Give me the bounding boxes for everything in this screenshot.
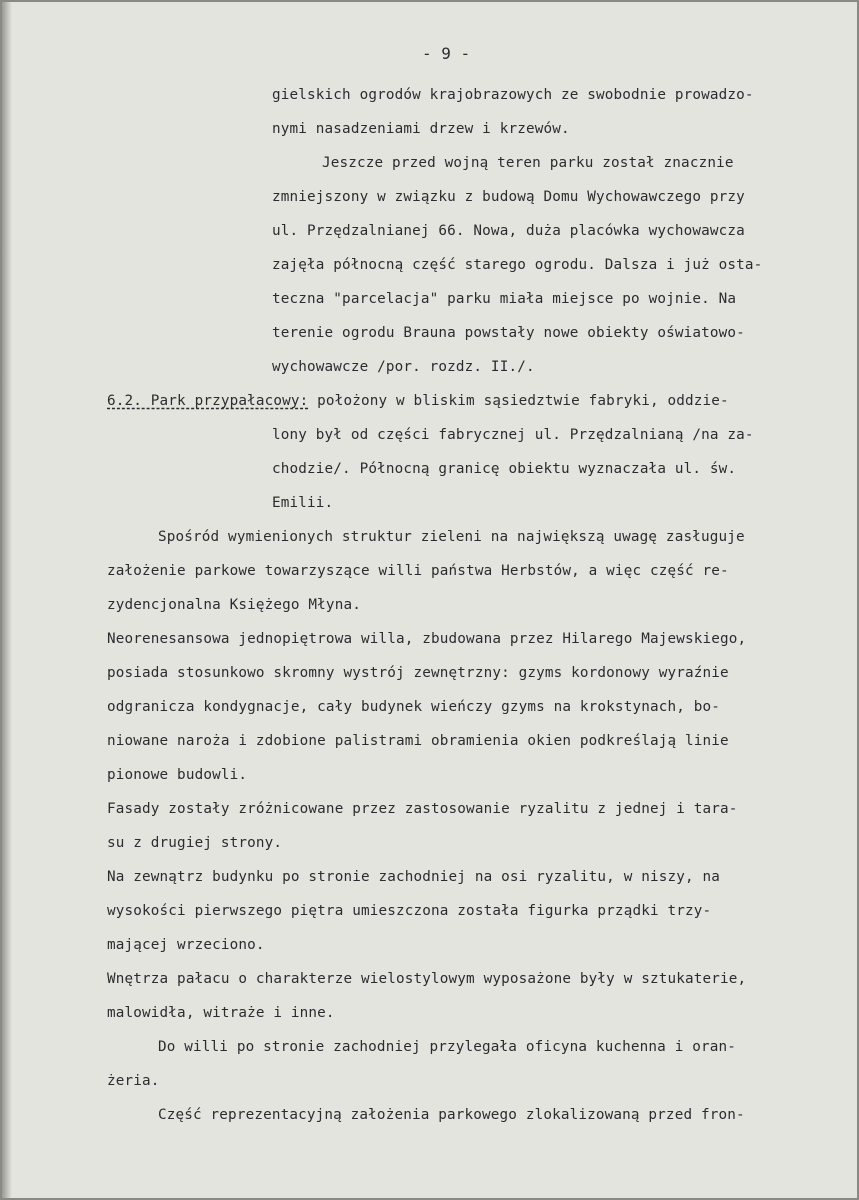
section-heading: 6.2. Park przypałacowy: [107, 393, 309, 409]
text-line: su z drugiej strony. [107, 835, 283, 851]
page-edge-shadow [2, 2, 12, 1198]
page-number: - 9 - [422, 44, 471, 63]
text-line: zmniejszony w związku z budową Domu Wychowawczego przy [272, 189, 745, 205]
text-line: pionowe budowli. [107, 767, 248, 783]
text-line: malowidła, witraże i inne. [107, 1005, 335, 1021]
text-line: zydencjonalna Księżego Młyna. [107, 597, 361, 613]
text-line: Na zewnątrz budynku po stronie zachodniej na osi ryzalitu, w niszy, na [107, 869, 721, 885]
text-line: ul. Przędzalnianej 66. Nowa, duża placówka wychowawcza [272, 223, 745, 239]
text-line: Emilii. [272, 495, 334, 511]
text-line: lony był od części fabrycznej ul. Przędzalnianą /na za- [272, 427, 754, 443]
text-line: mającej wrzeciono. [107, 937, 265, 953]
text-line: Wnętrza pałacu o charakterze wielostylowym wyposażone były w sztukaterie, [107, 971, 747, 987]
text-line: terenie ogrodu Brauna powstały nowe obiekty oświatowo- [272, 325, 745, 341]
text-line: założenie parkowe towarzyszące willi państwa Herbstów, a więc część re- [107, 563, 729, 579]
text-line: nymi nasadzeniami drzew i krzewów. [272, 121, 570, 137]
text-line: posiada stosunkowo skromny wystrój zewnętrzny: gzyms kordonowy wyraźnie [107, 665, 729, 681]
text-line: odgranicza kondygnacje, cały budynek wieńczy gzyms na krokstynach, bo- [107, 699, 721, 715]
text-line: teczna "parcelacja" parku miała miejsce po wojnie. Na [272, 291, 737, 307]
text-line: wychowawcze /por. rozdz. II./. [272, 359, 535, 375]
text-line: niowane naroża i zdobione palistrami obramienia okien podkreślają linie [107, 733, 729, 749]
text-line: chodzie/. Północną granicę obiektu wyznaczała ul. św. [272, 461, 737, 477]
text-line: żeria. [107, 1073, 160, 1089]
text-line: wysokości pierwszego piętra umieszczona została figurka prządki trzy- [107, 903, 712, 919]
text-line: Spośród wymienionych struktur zieleni na największą uwagę zasługuje [158, 529, 745, 545]
text-line: zajęła północną część starego ogrodu. Dalsza i już osta- [272, 257, 763, 273]
text-line: Neorenesansowa jednopiętrowa willa, zbudowana przez Hilarego Majewskiego, [107, 631, 747, 647]
text-line: Część reprezentacyjną założenia parkowego zlokalizowaną przed fron- [158, 1107, 745, 1123]
text-line: Jeszcze przed wojną teren parku został znacznie [322, 155, 734, 171]
text-line: Fasady zostały zróżnicowane przez zastosowanie ryzalitu z jednej i tara- [107, 801, 738, 817]
text-line: Do willi po stronie zachodniej przylegała oficyna kuchenna i oran- [158, 1039, 736, 1055]
section-line [107, 385, 729, 419]
text-line: gielskich ogrodów krajobrazowych ze swobodnie prowadzo- [272, 87, 754, 103]
section-text: położony w bliskim sąsiedztwie fabryki, oddzie- [308, 393, 729, 409]
